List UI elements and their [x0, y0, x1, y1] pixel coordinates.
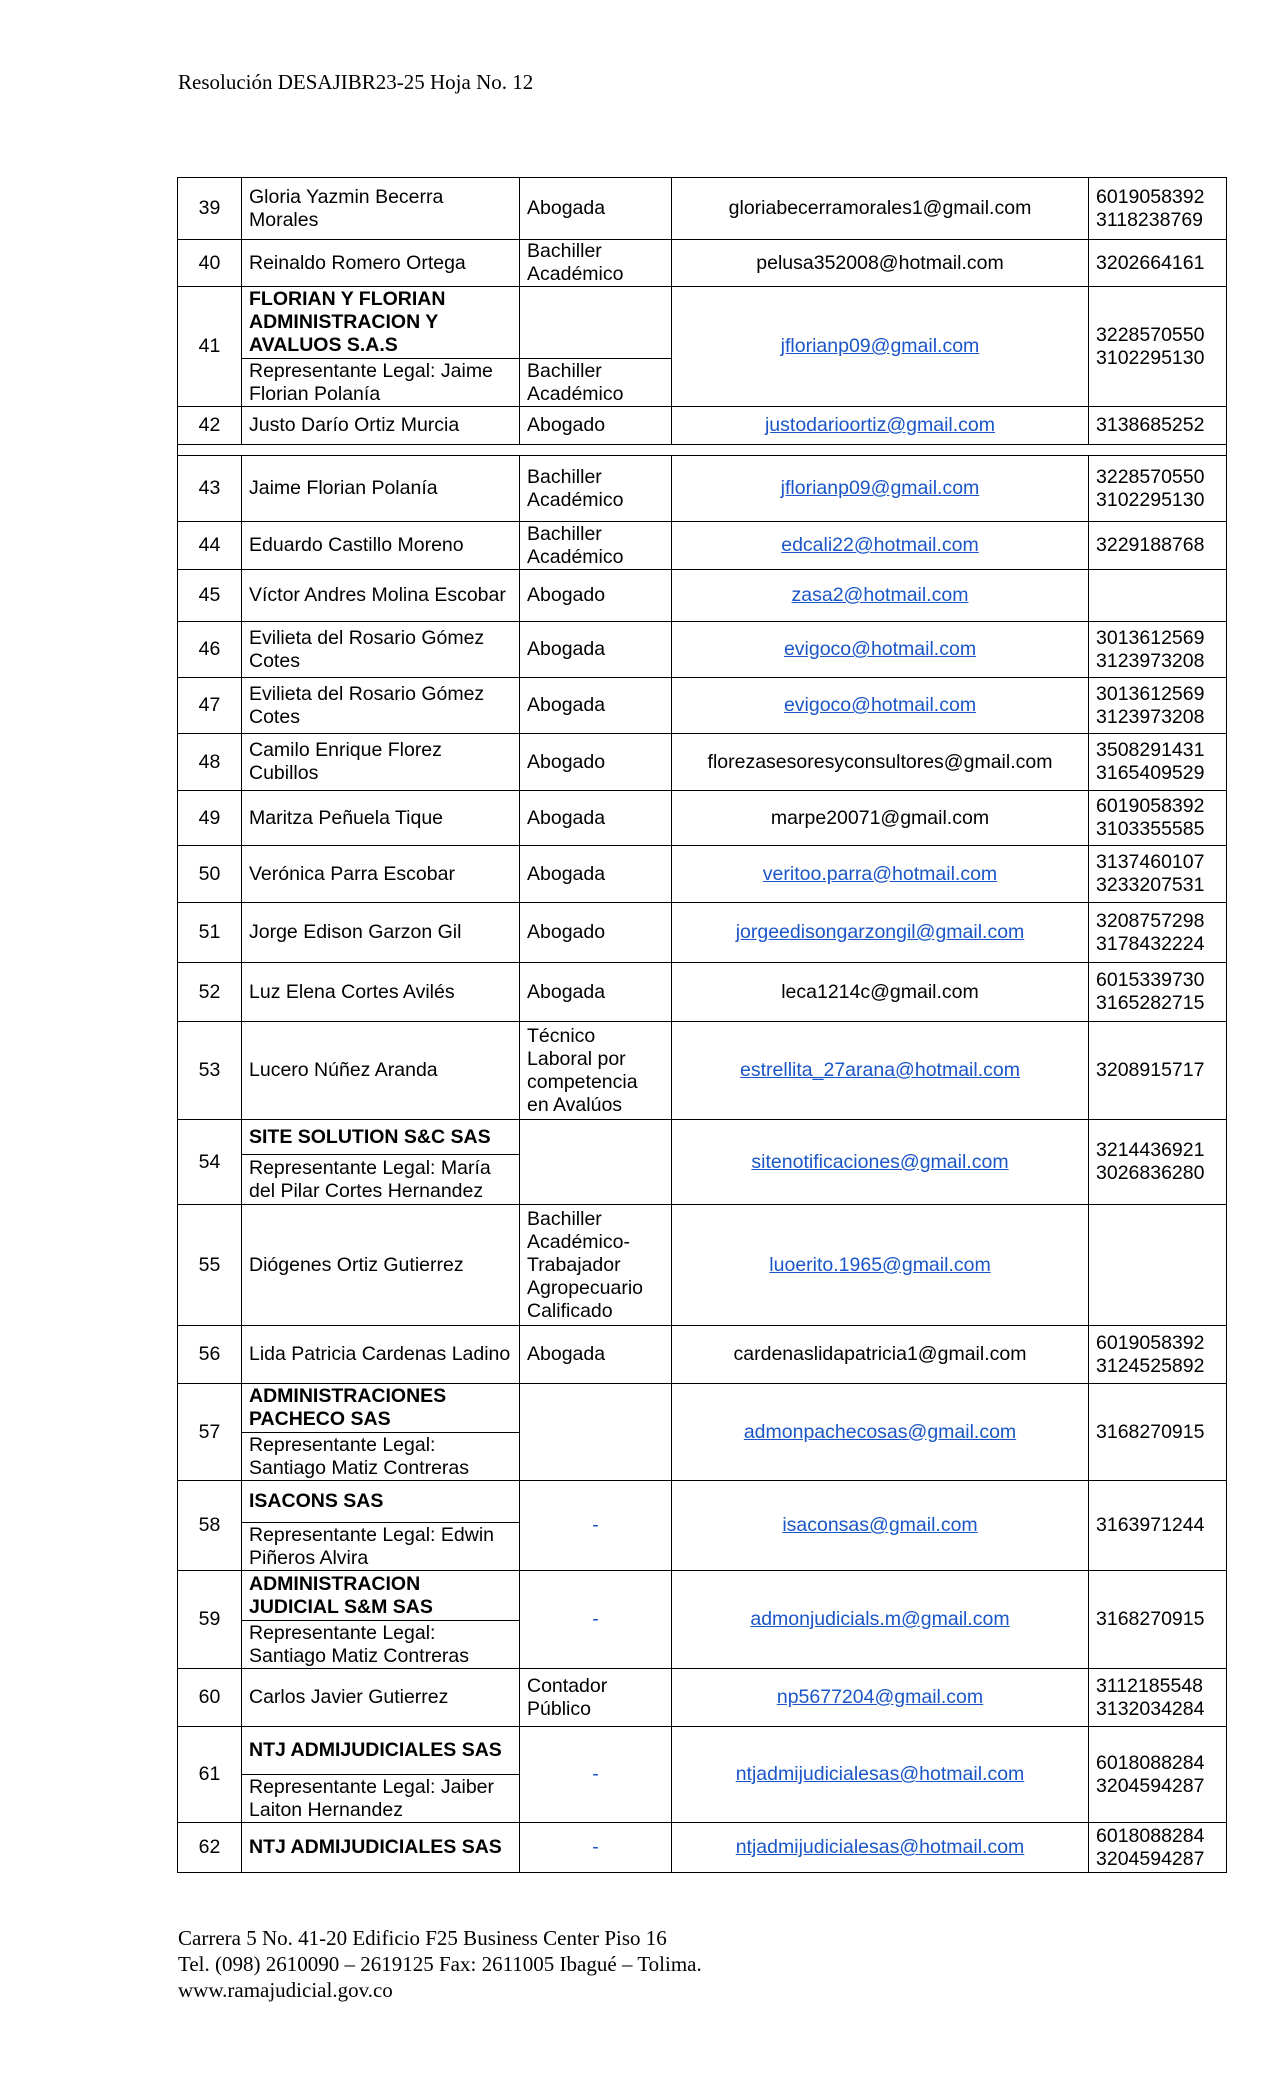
person-name: Jorge Edison Garzon Gil [242, 903, 520, 963]
phone: 3013612569 3123973208 [1089, 622, 1227, 678]
row-number: 53 [178, 1022, 242, 1120]
email-link[interactable]: jorgeedisongarzongil@gmail.com [735, 921, 1025, 943]
profession: Abogado [520, 570, 672, 622]
email[interactable] [672, 1669, 1089, 1727]
email[interactable] [672, 570, 1089, 622]
email: leca1214c@gmail.com [672, 963, 1089, 1022]
email[interactable] [672, 1205, 1089, 1326]
person-name: Carlos Javier Gutierrez [242, 1669, 520, 1727]
table-row [178, 407, 1227, 445]
profession: Abogada [520, 963, 672, 1022]
table-row [178, 1384, 1227, 1433]
page-footer [178, 1925, 702, 2003]
person-name: Reinaldo Romero Ortega [242, 240, 520, 287]
email-link[interactable]: evigoco@hotmail.com [783, 638, 977, 660]
phone: 3229188768 [1089, 522, 1227, 570]
phone: 3214436921 3026836280 [1089, 1120, 1227, 1205]
email-link[interactable]: luoerito.1965@gmail.com [769, 1253, 991, 1276]
table-row [178, 678, 1227, 734]
profession [520, 1571, 672, 1669]
row-number: 39 [178, 178, 242, 240]
phone: 6018088284 3204594287 [1089, 1727, 1227, 1823]
row-number: 61 [178, 1727, 242, 1823]
table-row [178, 1727, 1227, 1775]
email[interactable] [672, 1727, 1089, 1823]
table-row [178, 791, 1227, 846]
profession: Bachiller Académico [520, 359, 672, 407]
email: pelusa352008@hotmail.com [672, 240, 1089, 287]
email[interactable] [672, 903, 1089, 963]
profession [520, 1727, 672, 1823]
table-row [178, 734, 1227, 791]
profession: Abogada [520, 846, 672, 903]
table-row [178, 240, 1227, 287]
row-number: 46 [178, 622, 242, 678]
phone: 3168270915 [1089, 1571, 1227, 1669]
profession: Abogado [520, 734, 672, 791]
profession: Abogada [520, 178, 672, 240]
table-row [178, 846, 1227, 903]
email[interactable] [672, 1022, 1089, 1120]
table-row [178, 1669, 1227, 1727]
legal-representative: Representante Legal: Jaime Florian Polanía [242, 359, 520, 407]
phone: 3112185548 3132034284 [1089, 1669, 1227, 1727]
row-number: 60 [178, 1669, 242, 1727]
email-link[interactable]: jflorianp09@gmail.com [780, 335, 980, 357]
dash-placeholder: - [592, 1836, 599, 1858]
legal-representative: Representante Legal: Jaiber Laiton Hernandez [242, 1775, 520, 1823]
profession [520, 1481, 672, 1571]
row-number: 62 [178, 1823, 242, 1873]
person-name: Víctor Andres Molina Escobar [242, 570, 520, 622]
profession: Abogado [520, 903, 672, 963]
table-row [178, 1205, 1227, 1326]
company-name: ADMINISTRACION JUDICIAL S&M SAS [242, 1571, 520, 1621]
email[interactable] [672, 1384, 1089, 1481]
person-name: Evilieta del Rosario Gómez Cotes [242, 622, 520, 678]
profession: Abogado [520, 407, 672, 445]
row-number: 44 [178, 522, 242, 570]
dash-placeholder: - [592, 1763, 599, 1785]
dash-placeholder: - [592, 1608, 599, 1630]
table-row [178, 622, 1227, 678]
profession: Abogada [520, 678, 672, 734]
row-number: 40 [178, 240, 242, 287]
email-link[interactable]: jflorianp09@gmail.com [780, 477, 980, 499]
legal-representative: Representante Legal: Santiago Matiz Contreras [242, 1433, 520, 1481]
profession: Bachiller Académico [520, 522, 672, 570]
email[interactable] [672, 1120, 1089, 1205]
person-name: Lida Patricia Cardenas Ladino [242, 1326, 520, 1384]
legal-representative: Representante Legal: Edwin Piñeros Alvira [242, 1523, 520, 1571]
email-link[interactable]: evigoco@hotmail.com [783, 694, 977, 716]
person-name: Jaime Florian Polanía [242, 456, 520, 522]
row-number: 47 [178, 678, 242, 734]
profession: Abogada [520, 622, 672, 678]
table-row [178, 522, 1227, 570]
row-number: 59 [178, 1571, 242, 1669]
company-name: NTJ ADMIJUDICIALES SAS [242, 1727, 520, 1775]
profession [520, 1384, 672, 1481]
email-link[interactable]: estrellita_27arana@hotmail.com [740, 1059, 1020, 1081]
phone: 3228570550 3102295130 [1089, 456, 1227, 522]
phone: 3013612569 3123973208 [1089, 678, 1227, 734]
table-row [178, 178, 1227, 240]
email: gloriabecerramorales1@gmail.com [672, 178, 1089, 240]
person-name: Luz Elena Cortes Avilés [242, 963, 520, 1022]
row-number: 43 [178, 456, 242, 522]
person-name: Gloria Yazmin Becerra Morales [242, 178, 520, 240]
email-link[interactable]: ntjadmijudicialesas@hotmail.com [735, 1836, 1025, 1858]
footer-website: www.ramajudicial.gov.co [178, 1978, 393, 2002]
footer-address: Carrera 5 No. 41-20 Edificio F25 Business Center Piso 16 [178, 1926, 667, 1950]
profession: Técnico Laboral por competencia en Avalúos [520, 1022, 672, 1120]
email-link[interactable]: sitenotificaciones@gmail.com [751, 1150, 1009, 1173]
table-row [178, 1571, 1227, 1621]
phone: 3168270915 [1089, 1384, 1227, 1481]
profession: Bachiller Académico [520, 456, 672, 522]
phone [1089, 1205, 1227, 1326]
person-name: Camilo Enrique Florez Cubillos [242, 734, 520, 791]
table-row [178, 1120, 1227, 1155]
email[interactable] [672, 1571, 1089, 1669]
row-number: 54 [178, 1120, 242, 1205]
row-number: 57 [178, 1384, 242, 1481]
row-number: 56 [178, 1326, 242, 1384]
profession: Abogada [520, 1326, 672, 1384]
person-name: Eduardo Castillo Moreno [242, 522, 520, 570]
email-link[interactable]: np5677204@gmail.com [776, 1686, 984, 1708]
email-link[interactable]: admonjudicials.m@gmail.com [750, 1608, 1010, 1630]
phone: 6015339730 3165282715 [1089, 963, 1227, 1022]
phone: 3228570550 3102295130 [1089, 287, 1227, 407]
person-name: Diógenes Ortiz Gutierrez [242, 1205, 520, 1326]
table-spacer [178, 445, 1227, 456]
phone [1089, 570, 1227, 622]
email-link[interactable]: zasa2@hotmail.com [791, 584, 969, 606]
profession-empty [520, 287, 672, 359]
row-number: 41 [178, 287, 242, 407]
table-row [178, 570, 1227, 622]
phone: 3138685252 [1089, 407, 1227, 445]
email: cardenaslidapatricia1@gmail.com [672, 1326, 1089, 1384]
table-row [178, 1022, 1227, 1120]
email-link: edcali22@hotmail.com [781, 534, 979, 556]
profession: Bachiller Académico- Trabajador Agropecuario Calificado [520, 1205, 672, 1326]
row-number: 50 [178, 846, 242, 903]
phone: 3508291431 3165409529 [1089, 734, 1227, 791]
dash-placeholder: - [592, 1514, 599, 1536]
table-row [178, 1326, 1227, 1384]
email-link[interactable]: justodarioortiz@gmail.com [764, 414, 996, 436]
footer-phone: Tel. (098) 2610090 – 2619125 Fax: 2611005 Ibagué – Tolima. [178, 1952, 702, 1976]
page-header: Resolución DESAJIBR23-25 Hoja No. 12 [178, 70, 534, 94]
legal-representative: Representante Legal: Santiago Matiz Contreras [242, 1621, 520, 1669]
company-name: NTJ ADMIJUDICIALES SAS [242, 1823, 520, 1873]
email[interactable] [672, 522, 1089, 570]
phone: 3208757298 3178432224 [1089, 903, 1227, 963]
phone: 6019058392 3118238769 [1089, 178, 1227, 240]
email[interactable] [672, 1481, 1089, 1571]
email-link[interactable]: veritoo.parra@hotmail.com [762, 862, 998, 885]
row-number: 45 [178, 570, 242, 622]
email[interactable] [672, 622, 1089, 678]
phone: 6018088284 3204594287 [1089, 1823, 1227, 1873]
roster-table [177, 177, 1227, 1873]
person-name: Verónica Parra Escobar [242, 846, 520, 903]
table-row [178, 1481, 1227, 1523]
company-name: FLORIAN Y FLORIAN ADMINISTRACION Y AVALUOS S.A.S [242, 287, 520, 359]
phone: 3202664161 [1089, 240, 1227, 287]
row-number: 51 [178, 903, 242, 963]
row-number: 52 [178, 963, 242, 1022]
profession: Abogada [520, 791, 672, 846]
company-name: ISACONS SAS [242, 1481, 520, 1523]
person-name: Lucero Núñez Aranda [242, 1022, 520, 1120]
phone: 3137460107 3233207531 [1089, 846, 1227, 903]
phone: 3163971244 [1089, 1481, 1227, 1571]
spacer-cell [178, 445, 1227, 456]
email-link[interactable]: ntjadmijudicialesas@hotmail.com [735, 1763, 1025, 1785]
table-row [178, 963, 1227, 1022]
row-number: 42 [178, 407, 242, 445]
table-row [178, 287, 1227, 359]
row-number: 48 [178, 734, 242, 791]
email[interactable] [672, 678, 1089, 734]
email[interactable] [672, 456, 1089, 522]
email: florezasesoresyconsultores@gmail.com [672, 734, 1089, 791]
person-name: Justo Darío Ortiz Murcia [242, 407, 520, 445]
email[interactable] [672, 407, 1089, 445]
table-row [178, 903, 1227, 963]
person-name: Evilieta del Rosario Gómez Cotes [242, 678, 520, 734]
email-link[interactable]: admonpachecosas@gmail.com [743, 1420, 1017, 1443]
table-row [178, 456, 1227, 522]
email: marpe20071@gmail.com [672, 791, 1089, 846]
phone: 3208915717 [1089, 1022, 1227, 1120]
email[interactable] [672, 287, 1089, 407]
profession: Bachiller Académico [520, 240, 672, 287]
profession [520, 1823, 672, 1873]
row-number: 49 [178, 791, 242, 846]
company-name: ADMINISTRACIONES PACHECO SAS [242, 1384, 520, 1433]
phone: 6019058392 3124525892 [1089, 1326, 1227, 1384]
row-number: 55 [178, 1205, 242, 1326]
profession: Contador Público [520, 1669, 672, 1727]
table-row [178, 1823, 1227, 1873]
phone: 6019058392 3103355585 [1089, 791, 1227, 846]
row-number: 58 [178, 1481, 242, 1571]
email[interactable] [672, 1823, 1089, 1873]
legal-representative: Representante Legal: María del Pilar Cortes Hernandez [242, 1155, 520, 1205]
email[interactable] [672, 846, 1089, 903]
email-link[interactable]: isaconsas@gmail.com [782, 1514, 978, 1536]
profession [520, 1120, 672, 1205]
company-name: SITE SOLUTION S&C SAS [242, 1120, 520, 1155]
person-name: Maritza Peñuela Tique [242, 791, 520, 846]
